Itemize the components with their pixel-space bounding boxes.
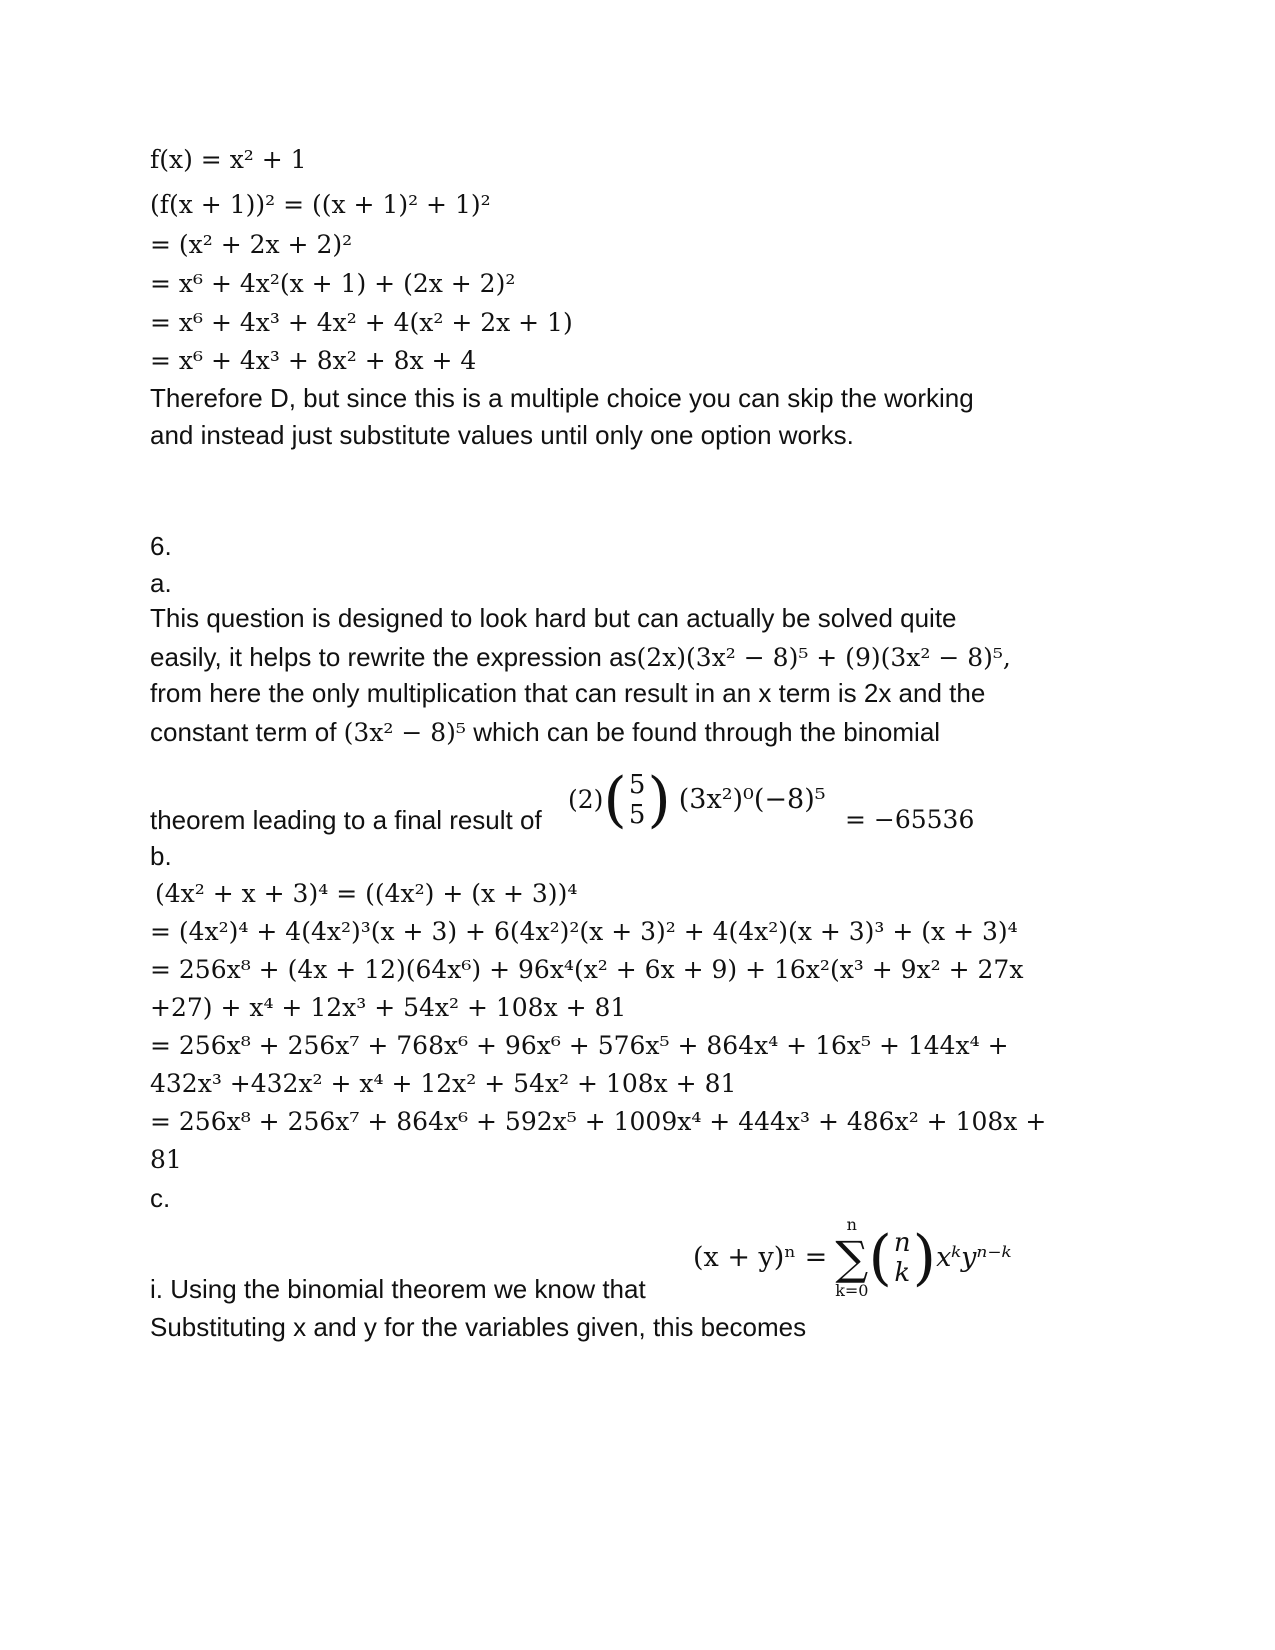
formula-lhs: (x + y)ⁿ = [693,1242,828,1273]
sigma-symbol: ∑ [835,1231,869,1285]
conclusion-line-2: and instead just substitute values until only one option works. [150,420,854,450]
left-paren: ( [868,1223,892,1293]
part-a-rewritten-expression: (2x)(3x² − 8)⁵ + (9)(3x² − 8)⁵, [636,643,1011,672]
math-line-6: = x⁶ + 4x³ + 8x² + 8x + 4 [150,346,477,375]
part-a-label: a. [150,568,172,598]
binom-n: n [893,1228,911,1258]
binom-k: k [894,1258,911,1288]
part-a-line-4-math: (3x² − 8)⁵ [343,718,466,747]
left-paren: ( [603,765,627,835]
part-c-label: c. [150,1183,171,1213]
sum-upper-limit: n [846,1215,857,1234]
summation [835,1215,868,1301]
part-a-line-2 [150,640,1011,675]
part-a-line-4-text-2: which can be found through the binomial [465,717,941,747]
question-number: 6. [150,531,172,561]
part-b-line-2: = (4x²)⁴ + 4(4x²)³(x + 3) + 6(4x²)²(x + 3)² + 4(4x²)(x + 3)³ + (x + 3)⁴ [150,917,1018,946]
math-line-4: = x⁶ + 4x²(x + 1) + (2x + 2)² [150,269,516,298]
math-line-2: (f(x + 1))² = ((x + 1)² + 1)² [150,190,491,219]
sum-lower-limit: k=0 [835,1281,869,1300]
formula-rest: (3x²)⁰(−8)⁵ [678,784,826,815]
part-b-line-4: +27) + x⁴ + 12x³ + 54x² + 108x + 81 [150,993,627,1022]
math-line-5: = x⁶ + 4x³ + 4x² + 4(x² + 2x + 1) [150,308,573,337]
part-a-line-5: theorem leading to a final result of [150,805,542,835]
part-a-line-4 [150,715,940,750]
part-a-line-3: from here the only multiplication that can result in an x term is 2x and the [150,678,986,708]
right-paren: ) [912,1223,937,1293]
part-b-line-3: = 256x⁸ + (4x + 12)(64x⁶) + 96x⁴(x² + 6x + 9) + 16x²(x³ + 9x² + 27x [150,955,1024,984]
part-c-line-2: Substituting x and y for the variables given, this becomes [150,1312,807,1342]
binomial-coefficient [629,770,646,830]
binom-bottom: 5 [628,800,646,830]
part-b-line-8: 81 [150,1145,182,1174]
part-b-label: b. [150,841,172,871]
conclusion-line-1: Therefore D, but since this is a multiple choice you can skip the working [150,383,974,413]
math-line-3: = (x² + 2x + 2)² [150,230,353,259]
formula-rhs: xᵏyⁿ⁻ᵏ [936,1242,1012,1273]
binom-top: 5 [628,770,646,800]
part-b-line-7: = 256x⁸ + 256x⁷ + 864x⁶ + 592x⁵ + 1009x⁴ + 444x³ + 486x² + 108x + [150,1107,1047,1136]
part-b-line-5: = 256x⁸ + 256x⁷ + 768x⁶ + 96x⁶ + 576x⁵ + 864x⁴ + 16x⁵ + 144x⁴ + [150,1031,1009,1060]
part-a-line-1: This question is designed to look hard but can actually be solved quite [150,603,957,633]
formula-coefficient: (2) [568,785,604,814]
part-a-final-formula [568,765,826,840]
part-c-line-1: i. Using the binomial theorem we know that [150,1274,646,1304]
binomial-n-k [894,1228,911,1288]
part-a-line-4-text-1: constant term of [150,717,344,747]
part-a-line-2-text: easily, it helps to rewrite the expression as [150,642,637,672]
binomial-theorem-formula [693,1215,1011,1305]
part-b-line-6: 432x³ +432x² + x⁴ + 12x² + 54x² + 108x + 81 [150,1069,737,1098]
math-line-1: f(x) = x² + 1 [150,145,307,174]
part-a-result: = −65536 [845,805,975,834]
right-paren: ) [647,765,671,835]
part-b-line-1: (4x² + x + 3)⁴ = ((4x²) + (x + 3))⁴ [155,879,578,908]
